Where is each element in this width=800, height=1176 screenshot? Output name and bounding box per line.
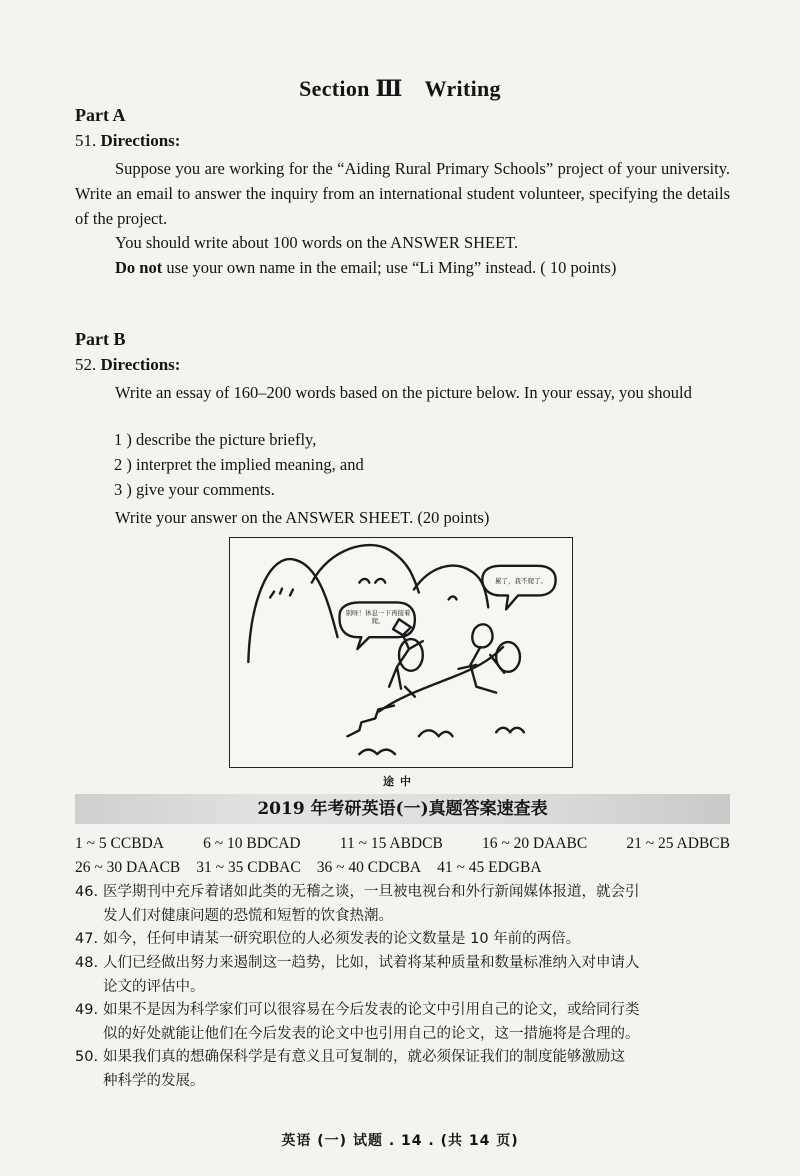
translation-line: 如果不是因为科学家们可以很容易在今后发表的论文中引用自己的论文，或给同行类 <box>103 1002 640 1018</box>
question-number: 51. <box>75 131 97 150</box>
part-a-paragraph-2: You should write about 100 words on the ANSWER SHEET. <box>115 233 519 252</box>
paragraph-text: use your own name in the email; use “Li Ming” instead. ( 10 points) <box>162 258 617 277</box>
directions-label: Directions: <box>100 131 181 150</box>
answer-group: 26 ~ 30 DAACB <box>75 859 181 876</box>
cartoon-drawing <box>230 538 572 767</box>
picture-caption: 途中 <box>383 775 417 788</box>
translation-line: 种科学的发展。 <box>103 1073 205 1089</box>
question-52-directions <box>75 355 180 375</box>
list-item: 3 ) give your comments. <box>114 480 275 499</box>
section-title <box>0 76 800 102</box>
translation-number: 48. <box>75 955 99 971</box>
answer-group: 16 ~ 20 DAABC <box>481 835 588 852</box>
emphasis-text: Do not <box>115 258 163 277</box>
mountain-path <box>379 647 503 711</box>
mountain-middle <box>312 545 419 592</box>
answer-group: 31 ~ 35 CDBAC <box>196 859 301 876</box>
section-name: Writing <box>424 76 501 101</box>
section-number: Section Ⅲ <box>299 76 403 101</box>
translation-number: 46. <box>75 884 99 900</box>
translation-line: 发人们对健康问题的恐慌和短暂的饮食热潮。 <box>103 908 393 924</box>
translation-number: 50. <box>75 1049 99 1065</box>
part-b-paragraph-2: Write your answer on the ANSWER SHEET. (20 points) <box>115 508 490 527</box>
part-a-paragraph-1: Suppose you are working for the “Aiding Rural Primary Schools” project of your university. Write an email to answer the inquiry from an international student volunteer, specifying the details of the project. <box>75 159 730 228</box>
translation-line: 如果我们真的想确保科学是有意义且可复制的，就必须保证我们的制度能够激励这 <box>103 1049 625 1065</box>
bubble-text-left: 别呀！休息一下再接着爬。 <box>345 609 411 625</box>
answer-group: 6 ~ 10 BDCAD <box>203 835 301 852</box>
translation-49 <box>75 998 730 1046</box>
translation-line: 如今，任何申请某一研究职位的人必须发表的论文数量是 10 年前的两倍。 <box>103 931 581 947</box>
answer-group: 21 ~ 25 ADBCB <box>626 835 730 852</box>
speech-bubble-right <box>482 566 555 610</box>
translation-48 <box>75 951 730 999</box>
answer-row-1 <box>75 835 730 853</box>
translation-number: 47. <box>75 931 99 947</box>
list-item: 1 ) describe the picture briefly, <box>114 430 317 449</box>
answer-group: 41 ~ 45 EDGBA <box>437 859 542 876</box>
mountain-left <box>248 559 337 662</box>
translation-line: 论文的评估中。 <box>103 979 205 995</box>
answer-row-2 <box>75 859 730 877</box>
part-a-heading: Part A <box>75 105 126 125</box>
climber-left <box>389 619 423 696</box>
translation-line: 人们已经做出努力来遏制这一趋势，比如，试着将某种质量和数量标准纳入对申请人 <box>103 955 640 971</box>
translation-line: 医学期刊中充斥着诸如此类的无稽之谈，一旦被电视台和外行新闻媒体报道，就会引 <box>103 884 640 900</box>
bubble-text-right: 累了，我不爬了。 <box>495 577 547 585</box>
translation-number: 49. <box>75 1002 99 1018</box>
mountain-right <box>414 566 488 608</box>
directions-label: Directions: <box>100 355 181 374</box>
translation-47 <box>75 927 730 951</box>
question-number: 52. <box>75 355 97 374</box>
cartoon-picture <box>229 537 573 768</box>
translation-line: 似的好处就能让他们在今后发表的论文中也引用自己的论文，这一措施将是合理的。 <box>103 1026 640 1042</box>
translation-50 <box>75 1045 730 1093</box>
answer-key-title: 2019 年考研英语(一)真题答案速查表 <box>75 794 730 824</box>
part-a-paragraph-3 <box>75 255 730 280</box>
part-b-paragraph-1: Write an essay of 160–200 words based on the picture below. In your essay, you should <box>115 383 692 402</box>
answer-group: 11 ~ 15 ABDCB <box>339 835 443 852</box>
answer-group: 36 ~ 40 CDCBA <box>316 859 422 876</box>
list-item: 2 ) interpret the implied meaning, and <box>114 455 364 474</box>
answer-group: 1 ~ 5 CCBDA <box>75 835 164 852</box>
part-b-heading: Part B <box>75 329 126 349</box>
page-footer: 英语 (一) 试题 . 14 . (共 14 页) <box>281 1133 519 1149</box>
translation-46 <box>75 880 730 928</box>
question-51-directions <box>75 131 180 151</box>
